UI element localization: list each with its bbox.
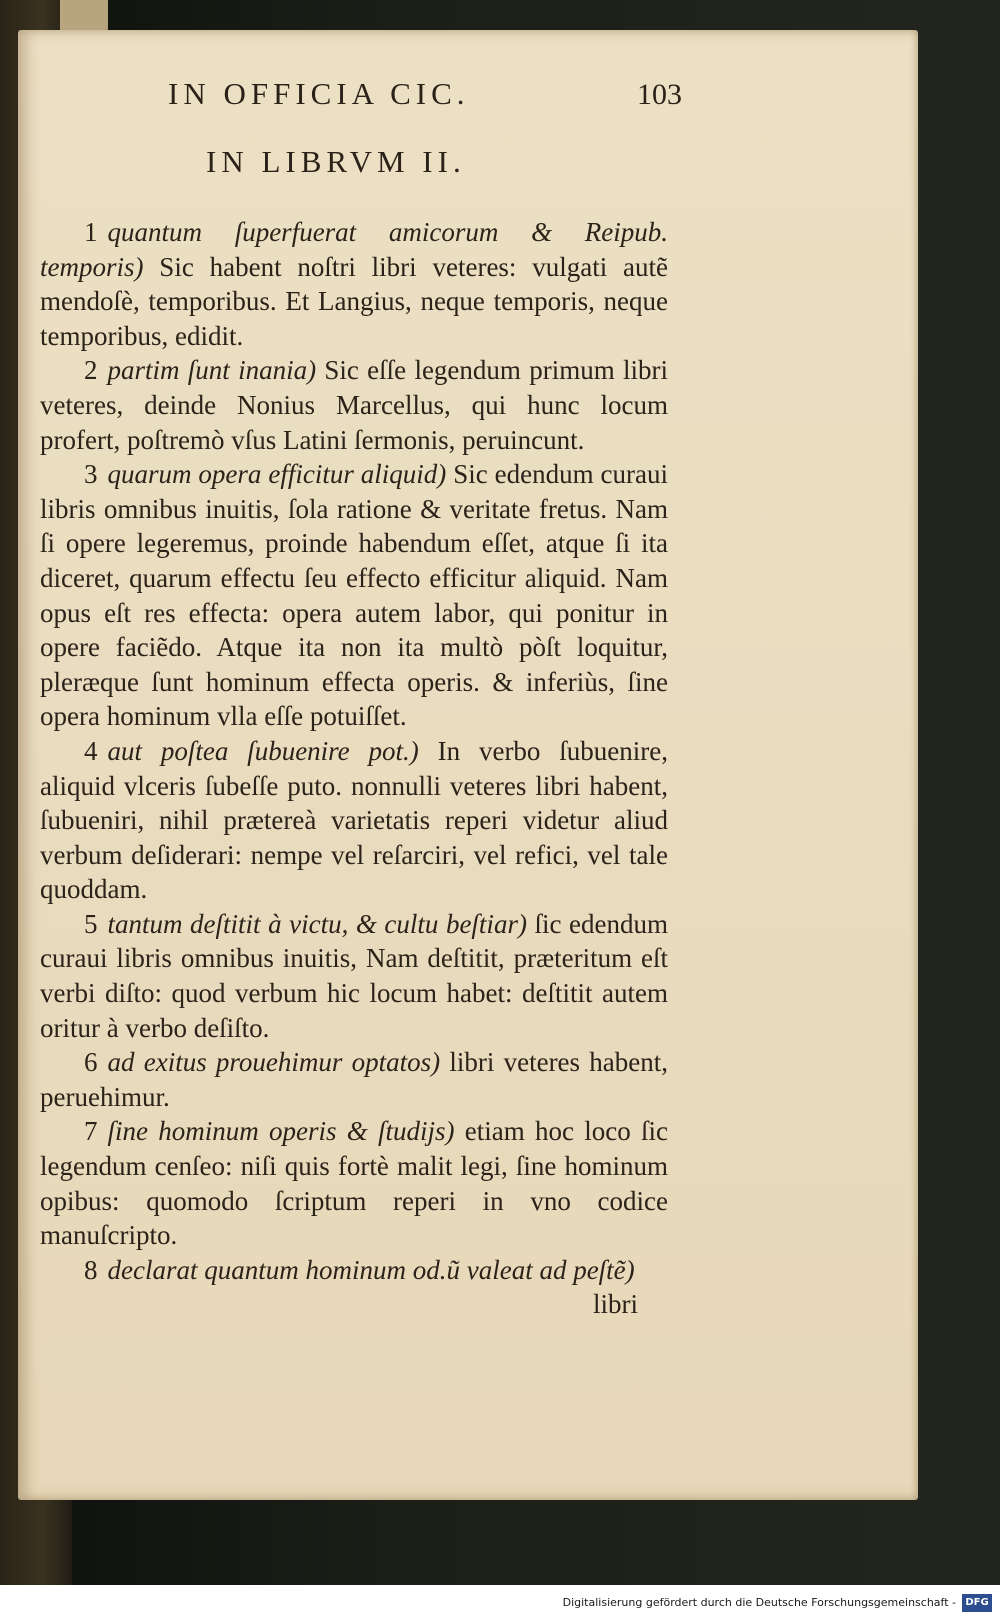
note-text: libri veteres habent, peruehimur. xyxy=(40,1047,668,1112)
commentary-note xyxy=(40,907,668,1045)
commentary-note xyxy=(40,353,668,457)
commentary-note xyxy=(40,1045,668,1114)
section-heading: IN LIBRVM II. xyxy=(206,144,466,179)
note-lemma: partim ſunt inania) xyxy=(107,355,317,386)
note-number: 5 xyxy=(84,908,98,939)
dfg-logo-icon: DFG xyxy=(962,1594,992,1612)
note-lemma: ſine hominum operis & ſtudijs) xyxy=(107,1116,455,1147)
note-text: Sic eſſe legendum primum libri veteres, deinde Nonius Marcellus, qui hunc locum profert, poſtremò vſus Latini ſermonis, peruincunt. xyxy=(40,355,668,455)
note-text: etiam hoc loco ſic legendum cenſeo: niſi quis fortè malit legi, ſine hominum opibus: quomodo ſcriptum reperi in vno codice manuſcripto. xyxy=(40,1116,668,1251)
note-number: 6 xyxy=(84,1047,98,1078)
note-number: 4 xyxy=(84,735,98,766)
note-lemma: tantum deſtitit à victu, & cultu beſtiar) xyxy=(107,908,527,939)
commentary-text xyxy=(40,215,668,1322)
commentary-note xyxy=(40,734,668,907)
page-number: 103 xyxy=(637,78,682,111)
book-page xyxy=(18,30,918,1500)
commentary-note xyxy=(40,1114,668,1252)
note-lemma: declarat quantum hominum od.ũ valeat ad peſtẽ) xyxy=(107,1254,635,1285)
note-text: In verbo ſubuenire, aliquid vlceris ſubeſſe puto. nonnulli veteres libri habent, ſubueniri, nihil prætereà varietatis reperi videtur aliud verbum deſiderari: nempe vel reſarciri, vel refici, vel tale quoddam. xyxy=(40,735,668,905)
catchword: libri xyxy=(593,1289,638,1320)
note-text: Sic habent noſtri libri veteres: vulgati autẽ mendoſè, temporibus. Et Langius, neque temporis, neque temporibus, edidit. xyxy=(40,251,668,351)
note-lemma: ad exitus prouehimur optatos) xyxy=(107,1047,441,1078)
commentary-note xyxy=(40,1253,668,1322)
funding-credit: Digitalisierung gefördert durch die Deutsche Forschungsgemeinschaft - xyxy=(562,1596,956,1609)
note-number: 2 xyxy=(84,355,98,386)
note-number: 8 xyxy=(84,1254,98,1285)
note-lemma: aut poſtea ſubuenire pot.) xyxy=(107,735,419,766)
commentary-note xyxy=(40,215,668,353)
note-lemma: quantum ſuperfuerat amicorum & Reipub. temporis) xyxy=(40,217,668,282)
note-text: Sic edendum curaui libris omnibus inuitis, ſola ratione & veritate fretus. Nam ſi opere legeremus, proinde habendum eſſet, atque ſi ita diceret, quarum effectu ſeu effecto efficitur aliquid. Nam opus eſt res effecta: opera autem labor, qui ponitur in opere faciẽdo. Atque ita non ita multò pòſt loquitur, pleræque ſunt hominum effecta operis. & inferiùs, ſine opera hominum vlla eſſe potuiſſet. xyxy=(40,459,668,732)
footer-bar xyxy=(0,1585,1000,1623)
note-text: ſic edendum curaui libris omnibus inuitis, Nam deſtitit, præteritum eſt verbi diſto: quod verbum hic locum habet: deſtitit autem oritur à verbo deſiſto. xyxy=(40,908,668,1043)
running-head: IN OFFICIA CIC. xyxy=(168,76,470,111)
commentary-note xyxy=(40,457,668,734)
note-lemma: quarum opera efficitur aliquid) xyxy=(107,459,447,490)
previous-page-edge xyxy=(60,0,108,34)
note-number: 7 xyxy=(84,1116,98,1147)
note-number: 1 xyxy=(84,217,98,247)
note-number: 3 xyxy=(84,459,98,490)
